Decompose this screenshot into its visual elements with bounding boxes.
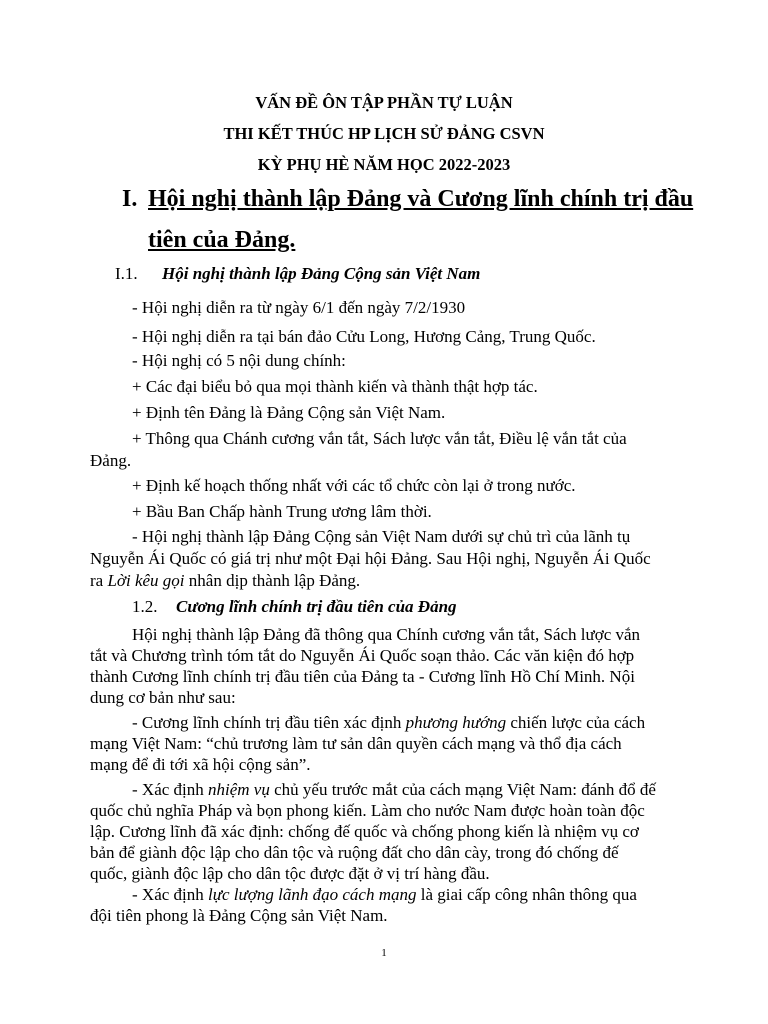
header-line-1: VẤN ĐỀ ÔN TẬP PHẦN TỰ LUẬN [255,93,513,112]
italic-text: lực lượng lãnh đạo cách mạng [208,885,417,904]
sub2-point-2-cont: quốc chủ nghĩa Pháp và bọn phong kiến. Làm cho nước Nam được hoàn toàn độc [90,801,645,820]
sub2-point-1-cont: mạng Việt Nam: “chủ trương làm tư sản dân quyền cách mạng và thổ địa cách [90,734,622,753]
sub2-point-2-cont: bản để giành độc lập cho dân tộc và ruộng đất cho dân cày, trong đó chống đế [90,843,619,862]
subsection-2-title: Cương lĩnh chính trị đầu tiên của Đảng [176,597,457,616]
sub1-line: Đảng. [90,451,132,470]
sub1-line: + Các đại biểu bỏ qua mọi thành kiến và thành thật hợp tác. [132,377,538,396]
sub1-line: + Bầu Ban Chấp hành Trung ương lâm thời. [132,502,432,521]
sub1-last-line: ra Lời kêu gọi nhân dịp thành lập Đảng. [90,571,361,590]
sub1-line: + Thông qua Chánh cương vắn tắt, Sách lược vắn tắt, Điều lệ vắn tắt của [132,429,627,448]
page-number: 1 [381,947,387,959]
sub1-line: - Hội nghị diễn ra từ ngày 6/1 đến ngày 7/2/1930 [132,298,466,317]
sub2-point-3-cont: đội tiên phong là Đảng Cộng sản Việt Nam. [90,906,388,925]
sub2-point-1: - Cương lĩnh chính trị đầu tiên xác định phương hướng chiến lược của cách [132,713,646,732]
sub1-line: + Định tên Đảng là Đảng Cộng sản Việt Nam. [132,403,446,422]
sub1-line: - Hội nghị có 5 nội dung chính: [132,351,346,370]
sub2-point-3: - Xác định lực lượng lãnh đạo cách mạng là giai cấp công nhân thông qua [132,885,637,904]
section-title-line-2: tiên của Đảng. [148,227,296,253]
italic-text: phương hướng [405,713,507,732]
sub2-intro-line: dung cơ bản như sau: [90,688,236,707]
sub2-point-2: - Xác định nhiệm vụ chủ yếu trước mắt của cách mạng Việt Nam: đánh đổ đế [132,780,656,799]
sub1-line: Nguyễn Ái Quốc có giá trị như một Đại hội Đảng. Sau Hội nghị, Nguyễn Ái Quốc [90,549,651,568]
subsection-1-title: Hội nghị thành lập Đảng Cộng sản Việt Nam [162,264,481,283]
subsection-1-number: I.1. [115,264,138,283]
italic-text: Lời kêu gọi [107,571,185,590]
section-number: I. [122,186,138,212]
header-line-3: KỲ PHỤ HÈ NĂM HỌC 2022-2023 [257,155,511,174]
sub2-point-1-cont: mạng để đi tới xã hội cộng sản”. [90,755,311,774]
sub2-point-2-cont: quốc, giành độc lập cho dân tộc được đặt ở vị trí hàng đầu. [90,864,490,883]
sub2-intro-line: Hội nghị thành lập Đảng đã thông qua Chính cương vắn tắt, Sách lược vắn [132,625,641,644]
section-title-line-1: Hội nghị thành lập Đảng và Cương lĩnh chính trị đầu [148,186,694,212]
sub1-line: + Định kế hoạch thống nhất với các tổ chức còn lại ở trong nước. [132,476,576,495]
italic-text: nhiệm vụ [208,780,270,799]
sub2-intro-line: thành Cương lĩnh chính trị đầu tiên của Đảng ta - Cương lĩnh Hồ Chí Minh. Nội [90,667,635,686]
subsection-2-number: 1.2. [132,597,158,616]
header-line-2: THI KẾT THÚC HP LỊCH SỬ ĐẢNG CSVN [223,124,545,143]
sub1-line: - Hội nghị thành lập Đảng Cộng sản Việt Nam dưới sự chủ trì của lãnh tụ [132,527,631,546]
sub2-point-2-cont: lập. Cương lĩnh đã xác định: chống đế quốc và chống phong kiến là nhiệm vụ cơ [90,822,639,841]
sub2-intro-line: tắt và Chương trình tóm tắt do Nguyễn Ái Quốc soạn thảo. Các văn kiện đó hợp [90,646,635,665]
sub1-line: - Hội nghị diễn ra tại bán đảo Cửu Long, Hương Cảng, Trung Quốc. [132,327,596,346]
